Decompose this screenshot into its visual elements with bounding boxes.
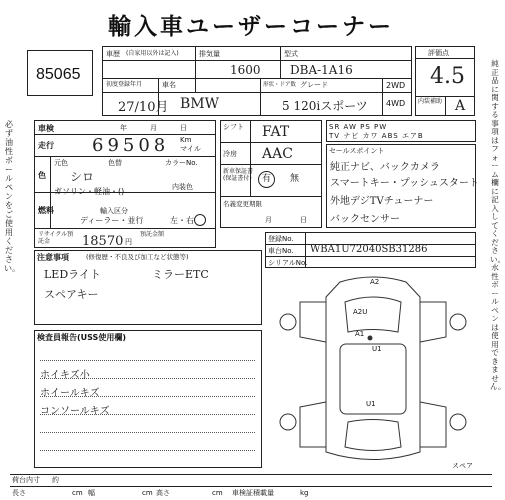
history-note: (自家用以外は記入) <box>126 50 179 57</box>
interior-label: 内装補助 <box>418 98 443 105</box>
damage-mark-5: U1 <box>372 345 382 353</box>
notes-sublabel: (修復歴・不良及び加工など状態等) <box>86 253 189 261</box>
ac-value: AAC <box>262 146 293 162</box>
model-value: DBA-1A16 <box>290 63 353 77</box>
mileage-mile: マイル <box>180 145 201 153</box>
first-reg-value: 27/10月 <box>118 100 169 115</box>
height-unit: cm <box>212 489 223 497</box>
shift-label: シフト <box>223 123 244 131</box>
cargo-label: 荷台内寸 <box>12 476 40 484</box>
color-change-label: 色替 <box>108 159 122 167</box>
inspector-item-3: コンソールキズ <box>40 406 110 417</box>
weight-label: 車検証積載量 <box>232 489 274 497</box>
interior-color-label: 内装色 <box>172 183 193 191</box>
first-reg-label: 初度登録年月 <box>106 81 143 88</box>
cargo-unit: 約 <box>52 476 59 484</box>
name-change-day: 日 <box>300 216 307 224</box>
length-unit: cm <box>72 489 83 497</box>
color-original-label: 元色 <box>54 159 68 167</box>
code-ps: PS <box>360 123 371 131</box>
mileage-value: 69508 <box>92 135 170 156</box>
width-label: 幅 <box>88 489 95 497</box>
recycle-label: リサイクル預託金 <box>38 231 74 245</box>
grade-box-label: 評価点 <box>428 49 449 57</box>
name-change-label: 名義変更期限 <box>223 200 262 208</box>
wheel-options: 左・右 <box>170 216 194 225</box>
spare-label: スペア <box>452 462 473 470</box>
inspector-item-1: ホイキズ小 <box>40 370 90 381</box>
ac-label: 冷房 <box>223 150 237 158</box>
inspector-box <box>34 330 262 468</box>
mileage-km: Km <box>180 136 192 144</box>
chassis-value: WBA1U72040SB31286 <box>310 244 428 255</box>
code-pw: PW <box>374 123 388 131</box>
warranty-no[interactable]: 無 <box>290 174 300 184</box>
car-name-value: BMW <box>180 96 220 112</box>
height-label: 高さ <box>156 489 170 497</box>
displacement-value: 1600 <box>230 63 261 77</box>
inspection-month: 月 <box>150 124 157 132</box>
note-item-3: スペアキー <box>44 288 99 301</box>
color-original-value: シロ <box>70 170 95 184</box>
inspection-year: 年 <box>120 124 127 132</box>
note-item-1: LEDライト <box>44 268 101 281</box>
inspection-day: 日 <box>180 124 187 132</box>
warranty-label: 新車保証書 (保証書付) <box>223 168 254 182</box>
wheel-selected-circle <box>194 214 206 226</box>
grade-value: 4.5 <box>430 64 465 89</box>
sales-point-1: 純正ナビ、バックカメラ <box>330 162 440 173</box>
side-note-left: 必ず油性ボールペンをご使用ください。 <box>4 120 20 273</box>
interior-value: A <box>455 98 466 114</box>
note-item-2: ミラーETC <box>152 268 209 281</box>
code-airbag: エアB <box>401 132 424 140</box>
grade-label: グレード <box>300 81 328 89</box>
code-navi: ナビ <box>343 132 360 140</box>
warranty-yes[interactable]: 有 <box>262 174 272 184</box>
damage-mark-4: A1 <box>355 330 365 338</box>
recycle-value: 18570 <box>82 234 124 249</box>
damage-mark-2: A2U <box>353 308 368 316</box>
code-row-2 <box>329 132 424 140</box>
width-unit: cm <box>142 489 153 497</box>
car-diagram <box>270 272 476 472</box>
form-title: 輸入車ユーザーコーナー <box>108 14 394 40</box>
shape-label: 形状・ドア数 <box>263 82 296 88</box>
sales-point-3: 外地デジTVチューナー <box>330 196 434 207</box>
code-row-1 <box>329 123 387 131</box>
code-aw: AW <box>343 123 357 131</box>
sales-points-label: セールスポイント <box>329 147 385 155</box>
drive-4wd[interactable]: 4WD <box>386 99 406 108</box>
reg-no-label: 登録No. <box>268 235 294 243</box>
shift-value: FAT <box>262 124 290 140</box>
sales-point-4: バックセンサー <box>330 214 400 225</box>
fuel-options: ガソリン・軽油・() <box>54 187 125 196</box>
import-options: ディーラー・並行 <box>80 216 144 225</box>
code-leather: カワ <box>362 132 379 140</box>
recycle-unit: 円 <box>125 238 132 246</box>
import-label: 輸入区分 <box>100 207 128 215</box>
lot-number-box <box>27 50 93 96</box>
grade-text: 5 120iスポーツ <box>282 99 368 113</box>
fuel-label: 燃料 <box>38 206 54 215</box>
code-sr: SR <box>329 123 341 131</box>
drive-2wd[interactable]: 2WD <box>386 81 406 90</box>
mileage-label: 走行 <box>38 141 54 150</box>
code-tv: TV <box>329 132 341 140</box>
deposit-label: 預託金額 <box>140 231 165 238</box>
history-label: 車歴 <box>106 50 120 58</box>
name-change-month: 月 <box>265 216 272 224</box>
damage-mark-1: A2 <box>370 278 380 286</box>
code-abs: ABS <box>381 132 399 140</box>
warranty-selected-circle <box>258 171 275 188</box>
sales-point-2: スマートキー・プッシュスタート <box>330 178 479 189</box>
length-label: 長さ <box>12 489 26 497</box>
chassis-label: 車台No. <box>268 247 294 255</box>
damage-mark-3: U1 <box>366 400 376 408</box>
weight-unit: kg <box>300 489 309 497</box>
serial-label: シリアルNo. <box>268 259 308 267</box>
car-name-label: 車名 <box>162 81 176 89</box>
color-no-label: カラーNo. <box>165 159 198 167</box>
lot-number: 85065 <box>36 66 81 83</box>
side-note-right: 純正品に関する事項はフォーム欄に記入してください。水性ボールペンは使用できません。 <box>490 59 505 391</box>
model-label: 型式 <box>284 50 298 58</box>
notes-label: 注意事項 <box>37 253 69 262</box>
inspector-item-2: ホイールキズ <box>40 388 100 399</box>
color-label: 色 <box>38 171 46 180</box>
inspection-label: 車検 <box>38 124 54 133</box>
displacement-label: 排気量 <box>199 50 220 58</box>
inspector-label: 検査員報告(USS使用欄) <box>37 333 126 342</box>
